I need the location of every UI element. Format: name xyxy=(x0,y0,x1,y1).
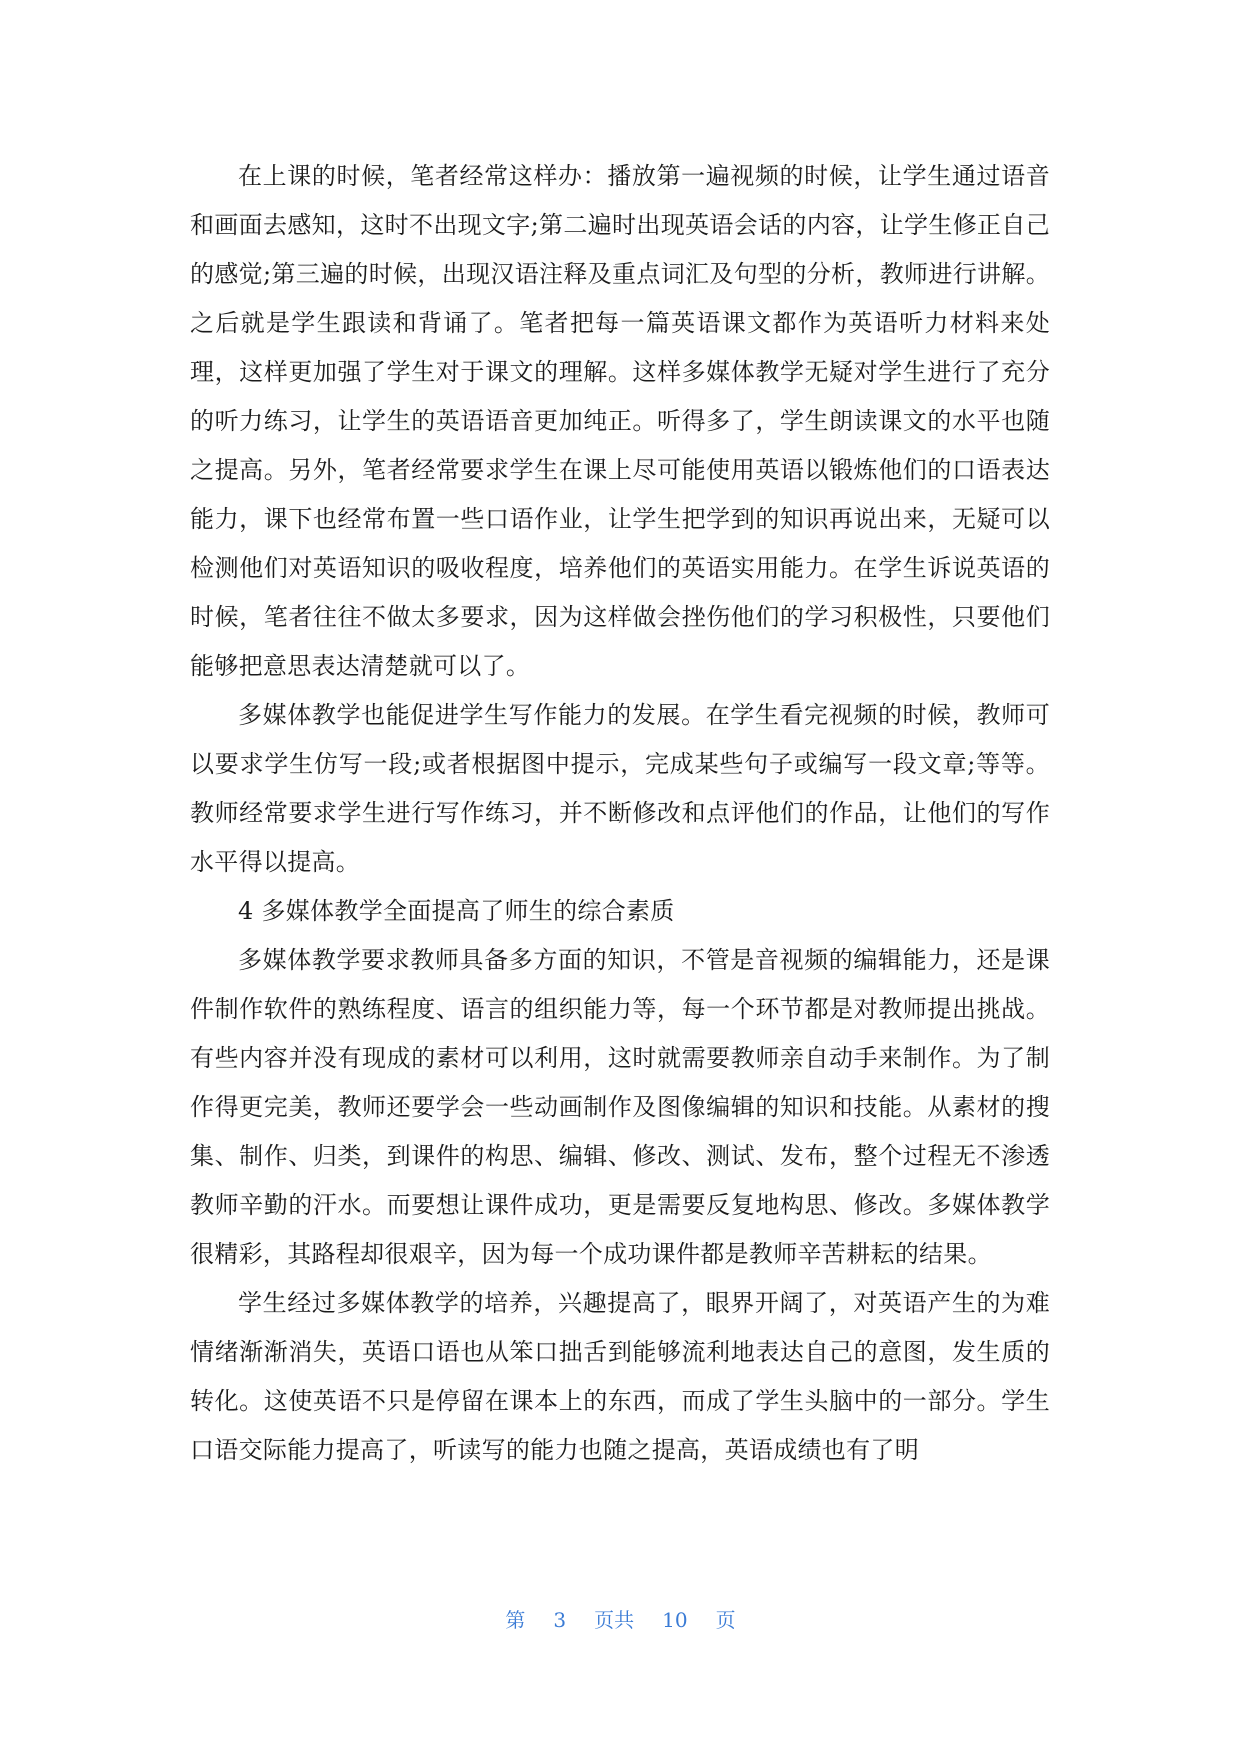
footer-mid: 页共 xyxy=(594,1608,635,1632)
paragraph-1: 在上课的时候，笔者经常这样办：播放第一遍视频的时候，让学生通过语音和画面去感知，这时不出现文字;第二遍时出现英语会话的内容，让学生修正自己的感觉;第三遍的时候，出现汉语注释及重点词汇及句型的分析，教师进行讲解。之后就是学生跟读和背诵了。笔者把每一篇英语课文都作为英语听力材料来处理，这样更加强了学生对于课文的理解。这样多媒体教学无疑对学生进行了充分的听力练习，让学生的英语语音更加纯正。听得多了，学生朗读课文的水平也随之提高。另外，笔者经常要求学生在课上尽可能使用英语以锻炼他们的口语表达能力，课下也经常布置一些口语作业，让学生把学到的知识再说出来，无疑可以检测他们对英语知识的吸收程度，培养他们的英语实用能力。在学生诉说英语的时候，笔者往往不做太多要求，因为这样做会挫伤他们的学习积极性，只要他们能够把意思表达清楚就可以了。 xyxy=(190,162,1050,680)
page-footer xyxy=(0,1604,1241,1633)
paragraph-3: 多媒体教学要求教师具备多方面的知识，不管是音视频的编辑能力，还是课件制作软件的熟练程度、语言的组织能力等，每一个环节都是对教师提出挑战。有些内容并没有现成的素材可以利用，这时就需要教师亲自动手来制作。为了制作得更完美，教师还要学会一些动画制作及图像编辑的知识和技能。从素材的搜集、制作、归类，到课件的构思、编辑、修改、测试、发布，整个过程无不渗透教师辛勤的汗水。而要想让课件成功，更是需要反复地构思、修改。多媒体教学很精彩，其路程却很艰辛，因为每一个成功课件都是教师辛苦耕耘的结果。 xyxy=(190,946,1050,1268)
section-heading: 4 多媒体教学全面提高了师生的综合素质 xyxy=(238,897,675,925)
footer-prefix: 第 xyxy=(505,1608,526,1632)
paragraph-4: 学生经过多媒体教学的培养，兴趣提高了，眼界开阔了，对英语产生的为难情绪渐渐消失，英语口语也从笨口拙舌到能够流利地表达自己的意图，发生质的转化。这使英语不只是停留在课本上的东西，而成了学生头脑中的一部分。学生口语交际能力提高了，听读写的能力也随之提高，英语成绩也有了明 xyxy=(190,1289,1050,1464)
document-body xyxy=(190,152,1050,1475)
footer-current-page: 3 xyxy=(553,1608,567,1632)
footer-suffix: 页 xyxy=(715,1608,736,1632)
paragraph-2: 多媒体教学也能促进学生写作能力的发展。在学生看完视频的时候，教师可以要求学生仿写一段;或者根据图中提示，完成某些句子或编写一段文章;等等。教师经常要求学生进行写作练习，并不断修改和点评他们的作品，让他们的写作水平得以提高。 xyxy=(190,701,1050,876)
footer-total-pages: 10 xyxy=(662,1608,688,1632)
